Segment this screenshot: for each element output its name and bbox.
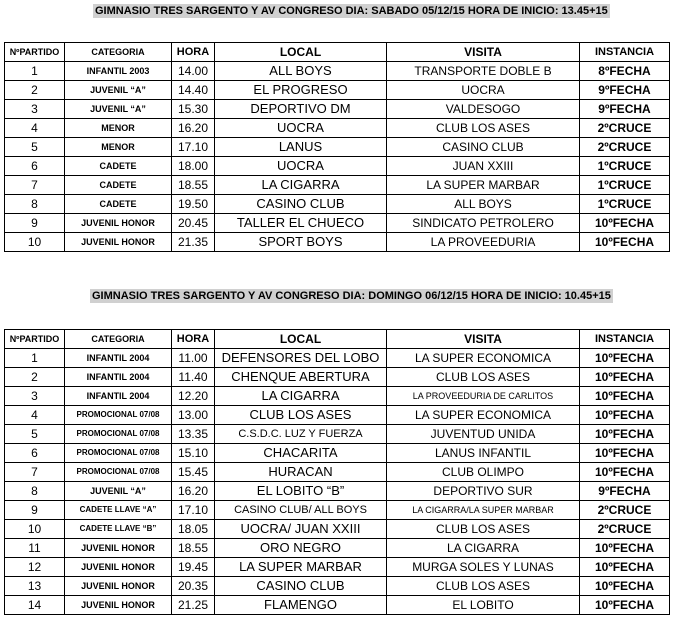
instance-cell: 10ºFECHA: [580, 349, 670, 368]
saturday-title: GIMNASIO TRES SARGENTO Y AV CONGRESO DIA: SABADO 05/12/15 HORA DE INICIO: 13.45+15: [95, 5, 608, 17]
category-cell: CADETE LLAVE “A”: [65, 501, 172, 520]
match-number: 7: [5, 463, 65, 482]
away-team-cell: EL LOBITO: [387, 596, 580, 615]
home-team-cell: DEPORTIVO DM: [215, 100, 387, 119]
category-cell: CADETE: [65, 195, 172, 214]
time-cell: 13.35: [172, 425, 215, 444]
home-team-cell: LANUS: [215, 138, 387, 157]
time-cell: 20.35: [172, 577, 215, 596]
table-row: [5, 214, 670, 233]
category-cell: PROMOCIONAL 07/08: [65, 406, 172, 425]
time-cell: 13.00: [172, 406, 215, 425]
time-cell: 18.55: [172, 176, 215, 195]
header-instancia: INSTANCIA: [580, 330, 670, 349]
match-number: 10: [5, 520, 65, 539]
match-number: 1: [5, 349, 65, 368]
category-cell: INFANTIL 2004: [65, 387, 172, 406]
match-number: 6: [5, 444, 65, 463]
home-team-cell: FLAMENGO: [215, 596, 387, 615]
table-row: [5, 482, 670, 501]
header-categoria: CATEGORIA: [65, 330, 172, 349]
away-team-cell: VALDESOGO: [387, 100, 580, 119]
time-cell: 16.20: [172, 119, 215, 138]
instance-cell: 2ºCRUCE: [580, 119, 670, 138]
away-team-cell: CLUB LOS ASES: [387, 119, 580, 138]
category-cell: INFANTIL 2004: [65, 349, 172, 368]
home-team-cell: HURACAN: [215, 463, 387, 482]
instance-cell: 8ºFECHA: [580, 62, 670, 81]
away-team-cell: UOCRA: [387, 81, 580, 100]
header-hora: HORA: [172, 43, 215, 62]
instance-cell: 10ºFECHA: [580, 214, 670, 233]
table-row: [5, 100, 670, 119]
category-cell: JUVENIL HONOR: [65, 577, 172, 596]
header-categoria: CATEGORIA: [65, 43, 172, 62]
time-cell: 14.00: [172, 62, 215, 81]
table-row: [5, 233, 670, 252]
table-row: [5, 157, 670, 176]
instance-cell: 10ºFECHA: [580, 444, 670, 463]
match-number: 5: [5, 138, 65, 157]
table-row: [5, 62, 670, 81]
instance-cell: 10ºFECHA: [580, 577, 670, 596]
home-team-cell: CHACARITA: [215, 444, 387, 463]
away-team-cell: CLUB LOS ASES: [387, 520, 580, 539]
time-cell: 17.10: [172, 138, 215, 157]
instance-cell: 10ºFECHA: [580, 539, 670, 558]
table-row: [5, 387, 670, 406]
home-team-cell: CHENQUE ABERTURA: [215, 368, 387, 387]
table-row: [5, 444, 670, 463]
away-team-cell: DEPORTIVO SUR: [387, 482, 580, 501]
time-cell: 20.45: [172, 214, 215, 233]
category-cell: PROMOCIONAL 07/08: [65, 425, 172, 444]
away-team-cell: CLUB LOS ASES: [387, 577, 580, 596]
category-cell: CADETE LLAVE “B”: [65, 520, 172, 539]
away-team-cell: LA SUPER ECONOMICA: [387, 406, 580, 425]
home-team-cell: ALL BOYS: [215, 62, 387, 81]
time-cell: 18.55: [172, 539, 215, 558]
match-number: 13: [5, 577, 65, 596]
away-team-cell: TRANSPORTE DOBLE B: [387, 62, 580, 81]
header-partido: NºPARTIDO: [5, 43, 65, 62]
time-cell: 17.10: [172, 501, 215, 520]
time-cell: 15.45: [172, 463, 215, 482]
home-team-cell: DEFENSORES DEL LOBO: [215, 349, 387, 368]
away-team-cell: CLUB OLIMPO: [387, 463, 580, 482]
category-cell: PROMOCIONAL 07/08: [65, 444, 172, 463]
table-row: [5, 119, 670, 138]
away-team-cell: LA PROVEEDURIA: [387, 233, 580, 252]
home-team-cell: UOCRA: [215, 119, 387, 138]
match-number: 7: [5, 176, 65, 195]
home-team-cell: EL LOBITO “B”: [215, 482, 387, 501]
table-row: [5, 425, 670, 444]
time-cell: 11.40: [172, 368, 215, 387]
table-header-row: [5, 330, 670, 349]
table-row: [5, 406, 670, 425]
away-team-cell: ALL BOYS: [387, 195, 580, 214]
home-team-cell: CLUB LOS ASES: [215, 406, 387, 425]
match-number: 12: [5, 558, 65, 577]
home-team-cell: C.S.D.C. LUZ Y FUERZA: [215, 425, 387, 444]
category-cell: JUVENIL HONOR: [65, 596, 172, 615]
time-cell: 19.50: [172, 195, 215, 214]
away-team-cell: MURGA SOLES Y LUNAS: [387, 558, 580, 577]
category-cell: JUVENIL HONOR: [65, 214, 172, 233]
match-number: 6: [5, 157, 65, 176]
home-team-cell: LA CIGARRA: [215, 176, 387, 195]
away-team-cell: LA CIGARRA: [387, 539, 580, 558]
home-team-cell: UOCRA: [215, 157, 387, 176]
table-row: [5, 501, 670, 520]
instance-cell: 10ºFECHA: [580, 368, 670, 387]
table-row: [5, 577, 670, 596]
home-team-cell: TALLER EL CHUECO: [215, 214, 387, 233]
instance-cell: 10ºFECHA: [580, 387, 670, 406]
table-row: [5, 349, 670, 368]
home-team-cell: CASINO CLUB/ ALL BOYS: [215, 501, 387, 520]
home-team-cell: LA CIGARRA: [215, 387, 387, 406]
instance-cell: 10ºFECHA: [580, 406, 670, 425]
sunday-title: GIMNASIO TRES SARGENTO Y AV CONGRESO DIA: DOMINGO 06/12/15 HORA DE INICIO: 10.45+15: [92, 290, 611, 302]
match-number: 2: [5, 81, 65, 100]
header-hora: HORA: [172, 330, 215, 349]
away-team-cell: LA SUPER MARBAR: [387, 176, 580, 195]
match-number: 4: [5, 406, 65, 425]
match-number: 3: [5, 387, 65, 406]
away-team-cell: CASINO CLUB: [387, 138, 580, 157]
category-cell: CADETE: [65, 157, 172, 176]
match-number: 8: [5, 482, 65, 501]
time-cell: 21.25: [172, 596, 215, 615]
instance-cell: 1ºCRUCE: [580, 157, 670, 176]
time-cell: 12.20: [172, 387, 215, 406]
instance-cell: 10ºFECHA: [580, 425, 670, 444]
category-cell: MENOR: [65, 138, 172, 157]
category-cell: JUVENIL HONOR: [65, 558, 172, 577]
instance-cell: 2ºCRUCE: [580, 138, 670, 157]
instance-cell: 2ºCRUCE: [580, 501, 670, 520]
category-cell: JUVENIL HONOR: [65, 539, 172, 558]
table-row: [5, 558, 670, 577]
category-cell: CADETE: [65, 176, 172, 195]
instance-cell: 9ºFECHA: [580, 482, 670, 501]
home-team-cell: UOCRA/ JUAN XXIII: [215, 520, 387, 539]
home-team-cell: CASINO CLUB: [215, 577, 387, 596]
home-team-cell: EL PROGRESO: [215, 81, 387, 100]
time-cell: 19.45: [172, 558, 215, 577]
match-number: 4: [5, 119, 65, 138]
home-team-cell: SPORT BOYS: [215, 233, 387, 252]
match-number: 3: [5, 100, 65, 119]
table-row: [5, 368, 670, 387]
instance-cell: 10ºFECHA: [580, 463, 670, 482]
category-cell: INFANTIL 2003: [65, 62, 172, 81]
table-row: [5, 138, 670, 157]
time-cell: 21.35: [172, 233, 215, 252]
table-row: [5, 195, 670, 214]
match-number: 1: [5, 62, 65, 81]
saturday-schedule-table: [4, 42, 670, 252]
match-number: 2: [5, 368, 65, 387]
instance-cell: 10ºFECHA: [580, 596, 670, 615]
home-team-cell: LA SUPER MARBAR: [215, 558, 387, 577]
table-header-row: [5, 43, 670, 62]
match-number: 8: [5, 195, 65, 214]
table-row: [5, 81, 670, 100]
match-number: 14: [5, 596, 65, 615]
table-row: [5, 539, 670, 558]
time-cell: 11.00: [172, 349, 215, 368]
match-number: 9: [5, 214, 65, 233]
away-team-cell: SINDICATO PETROLERO: [387, 214, 580, 233]
header-visita: VISITA: [387, 330, 580, 349]
category-cell: JUVENIL “A”: [65, 482, 172, 501]
match-number: 9: [5, 501, 65, 520]
time-cell: 16.20: [172, 482, 215, 501]
away-team-cell: LA CIGARRA/LA SUPER MARBAR: [387, 501, 580, 520]
table-row: [5, 596, 670, 615]
header-instancia: INSTANCIA: [580, 43, 670, 62]
instance-cell: 10ºFECHA: [580, 558, 670, 577]
category-cell: PROMOCIONAL 07/08: [65, 463, 172, 482]
header-partido: NºPARTIDO: [5, 330, 65, 349]
match-number: 10: [5, 233, 65, 252]
instance-cell: 1ºCRUCE: [580, 176, 670, 195]
match-number: 11: [5, 539, 65, 558]
category-cell: JUVENIL “A”: [65, 81, 172, 100]
table-row: [5, 520, 670, 539]
category-cell: JUVENIL “A”: [65, 100, 172, 119]
table-row: [5, 176, 670, 195]
category-cell: MENOR: [65, 119, 172, 138]
sunday-schedule-table: [4, 329, 670, 615]
home-team-cell: ORO NEGRO: [215, 539, 387, 558]
away-team-cell: LA PROVEEDURIA DE CARLITOS: [387, 387, 580, 406]
category-cell: JUVENIL HONOR: [65, 233, 172, 252]
header-local: LOCAL: [215, 43, 387, 62]
table-row: [5, 463, 670, 482]
category-cell: INFANTIL 2004: [65, 368, 172, 387]
instance-cell: 10ºFECHA: [580, 233, 670, 252]
time-cell: 14.40: [172, 81, 215, 100]
home-team-cell: CASINO CLUB: [215, 195, 387, 214]
match-number: 5: [5, 425, 65, 444]
instance-cell: 9ºFECHA: [580, 81, 670, 100]
instance-cell: 1ºCRUCE: [580, 195, 670, 214]
header-visita: VISITA: [387, 43, 580, 62]
time-cell: 18.00: [172, 157, 215, 176]
instance-cell: 9ºFECHA: [580, 100, 670, 119]
away-team-cell: CLUB LOS ASES: [387, 368, 580, 387]
away-team-cell: LA SUPER ECONOMICA: [387, 349, 580, 368]
away-team-cell: LANUS INFANTIL: [387, 444, 580, 463]
header-local: LOCAL: [215, 330, 387, 349]
away-team-cell: JUVENTUD UNIDA: [387, 425, 580, 444]
time-cell: 15.30: [172, 100, 215, 119]
away-team-cell: JUAN XXIII: [387, 157, 580, 176]
time-cell: 18.05: [172, 520, 215, 539]
instance-cell: 2ºCRUCE: [580, 520, 670, 539]
time-cell: 15.10: [172, 444, 215, 463]
